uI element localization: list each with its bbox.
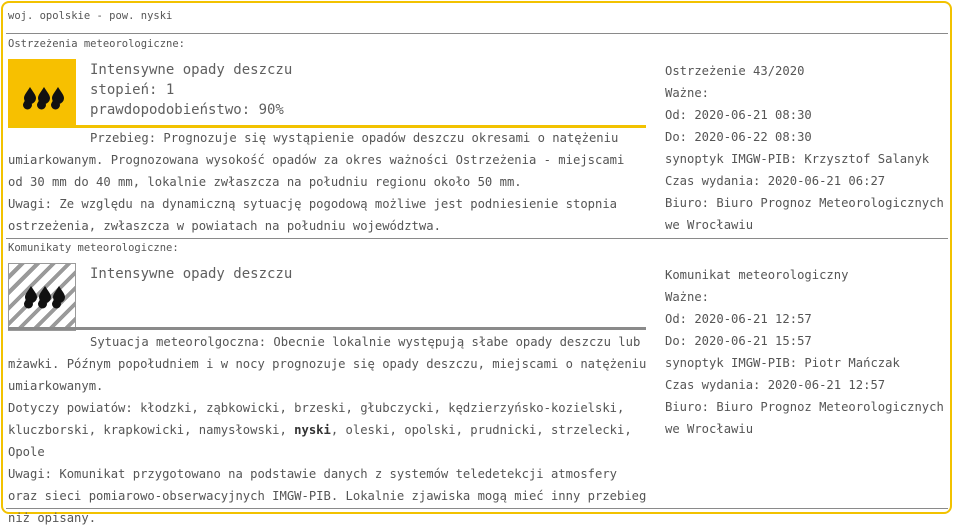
valid-label: Ważne:: [665, 290, 710, 304]
warning-desc-line: od 30 mm do 40 mm, lokalnie zwłaszcza na południu regionu około 50 mm.: [8, 175, 522, 189]
valid-label: Ważne:: [665, 86, 710, 100]
counties-text: , oleski, opolski, prudnicki, strzelecki, Opole: [8, 423, 632, 459]
communique-desc-line: Sytuacja meteorolgoczna: Obecnie lokalnie występują słabe opady deszczu lub: [90, 335, 641, 349]
communique-remarks-line: Uwagi: Komunikat przygotowano na podstawie danych z systemów teledetekcji atmosfery: [8, 467, 618, 481]
warning-desc-line: Przebieg: Prognozuje się wystąpienie opadów deszczu okresami o natężeniu: [90, 131, 619, 145]
warning-desc-line: umiarkowanym. Prognozowana wysokość opadów za okres ważności Ostrzeżenia - miejscami: [8, 153, 625, 167]
divider: [6, 508, 948, 509]
office: Biuro: Biuro Prognoz Meteorologicznych: [665, 196, 944, 210]
valid-to: Do: 2020-06-21 15:57: [665, 334, 812, 348]
valid-to: Do: 2020-06-22 08:30: [665, 130, 812, 144]
warning-description: [8, 127, 648, 237]
office-city: we Wrocławiu: [665, 422, 754, 436]
office-city: we Wrocławiu: [665, 218, 754, 232]
valid-from: Od: 2020-06-21 12:57: [665, 312, 812, 326]
forecaster: synoptyk IMGW-PIB: Piotr Mańczak: [665, 356, 900, 370]
rain-drops-icon: [8, 59, 76, 127]
communiques-section-label: Komunikaty meteorologiczne:: [8, 242, 179, 254]
warning-desc-line: ostrzeżenia, zwłaszcza w powiatach na południu województwa.: [8, 219, 441, 233]
warning-heading: [90, 60, 292, 120]
warning-degree: stopień: 1: [90, 82, 175, 98]
communique-title: Intensywne opady deszczu: [90, 266, 293, 282]
counties-line: Dotyczy powiatów: kłodzki, ząbkowicki, brzeski, głubczycki, kędzierzyńsko-kozielski,: [8, 401, 625, 415]
region-header: woj. opolskie - pow. nyski: [8, 10, 173, 22]
communique-description: [8, 331, 648, 529]
communique-remarks-line: niż opisany.: [8, 511, 97, 525]
communique-meta: [665, 264, 950, 440]
communique-desc-line: mżawki. Późnym popołudniem i w nocy prognozuje się opady deszczu, miejscami o natężeniu: [8, 357, 647, 371]
warning-name: Ostrzeżenie 43/2020: [665, 64, 805, 78]
communique-underline: [8, 327, 646, 330]
rain-drops-striped-icon: [9, 264, 77, 332]
counties-text: kluczborski, krapkowicki, namysłowski,: [8, 423, 287, 437]
warning-icon: [8, 59, 76, 127]
office: Biuro: Biuro Prognoz Meteorologicznych: [665, 400, 944, 414]
counties-line: [8, 419, 648, 463]
warning-meta: [665, 60, 950, 236]
communique-desc-line: umiarkowanym.: [8, 379, 104, 393]
divider: [6, 238, 948, 239]
issue-time: Czas wydania: 2020-06-21 06:27: [665, 174, 886, 188]
forecaster: synoptyk IMGW-PIB: Krzysztof Salanyk: [665, 152, 930, 166]
communique-heading: [90, 264, 292, 284]
warning-desc-line: Uwagi: Ze względu na dynamiczną sytuację pogodową możliwe jest podniesienie stopnia: [8, 197, 618, 211]
communique-name: Komunikat meteorologiczny: [665, 268, 849, 282]
communique-remarks-line: oraz sieci pomiarowo-obserwacyjnych IMGW-PIB. Lokalnie zjawiska mogą mieć inny przebieg: [8, 489, 647, 503]
issue-time: Czas wydania: 2020-06-21 12:57: [665, 378, 886, 392]
warnings-section-label: Ostrzeżenia meteorologiczne:: [8, 38, 186, 50]
divider: [6, 33, 948, 34]
warning-probability: prawdopodobieństwo: 90%: [90, 102, 284, 118]
warning-title: Intensywne opady deszczu: [90, 62, 293, 78]
highlighted-county: nyski: [294, 423, 331, 437]
valid-from: Od: 2020-06-21 08:30: [665, 108, 812, 122]
communique-icon: [8, 263, 76, 331]
